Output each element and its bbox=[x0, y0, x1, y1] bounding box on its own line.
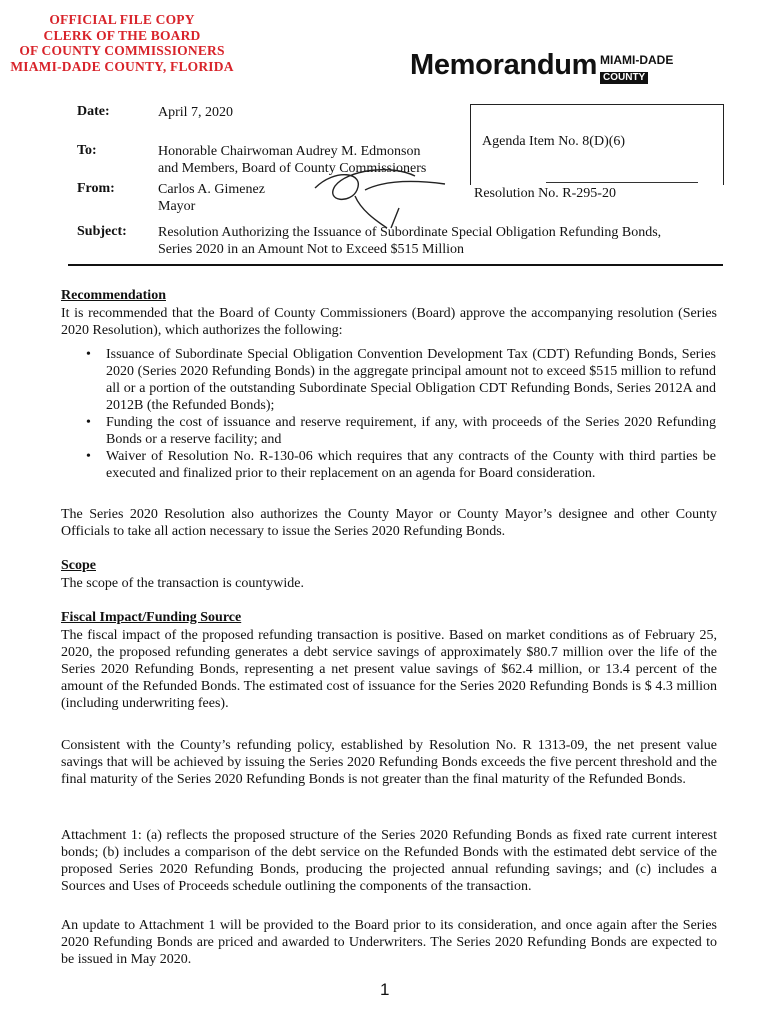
header-rule bbox=[68, 264, 723, 266]
date-label: Date: bbox=[77, 104, 110, 119]
logo-top-text: MIAMI-DADE bbox=[600, 53, 674, 67]
fiscal-paragraph-1: The fiscal impact of the proposed refunding transaction is positive. Based on market conditions as of February 25, 2020, the proposed refunding generates a debt service savings of approximately $80.7 million over the life of the Series 2020 Refunding Bonds, representing a net present value savings of $62.4 million, or 13.4 percent of the amount of the Refunded Bonds. The estimated cost of issuance for the Series 2020 Refunding Bonds is $ 4.3 million (including underwriting fees). bbox=[61, 628, 717, 711]
fiscal-paragraph-4: An update to Attachment 1 will be provided to the Board prior to its consideration, and once again after the Series 2020 Refunding Bonds are priced and awarded to Underwriters. The Series 2020 Refunding Bonds are expected to be issued in May 2020. bbox=[61, 918, 717, 967]
recommendation-heading: Recommendation bbox=[61, 288, 166, 303]
fiscal-paragraph-3: Attachment 1: (a) reflects the proposed structure of the Series 2020 Refunding Bonds as fixed rate current interest bonds; (b) includes a comparison of the debt service on the Refunded Bonds with the estimated debt service of the proposed Series 2020 Refunding Bonds, producing the projected annual refunding savings; and (c) includes a Sources and Uses of Proceeds schedule outlining the components of the transaction. bbox=[61, 828, 717, 894]
memorandum-title: Memorandum bbox=[410, 49, 598, 81]
logo-bottom-text: COUNTY bbox=[600, 72, 648, 84]
subject-line-1: Resolution Authorizing the Issuance of Subordinate Special Obligation Refunding Bonds, bbox=[158, 225, 662, 240]
fiscal-paragraph-2: Consistent with the County’s refunding policy, established by Resolution No. R 1313-09, the net present value savings that will be achieved by issuing the Series 2020 Refunding Bonds exceeds the five percent threshold and the final maturity of the Series 2020 Refunding Bonds is not greater than the final maturity of the Refunded Bonds. bbox=[61, 738, 717, 787]
recommendation-intro: It is recommended that the Board of County Commissioners (Board) approve the accompanying resolution (Series 2020 Resolution), which authorizes the following: bbox=[61, 306, 717, 338]
subject-label: Subject: bbox=[77, 224, 127, 239]
stamp-line: MIAMI-DADE COUNTY, FLORIDA bbox=[10, 58, 234, 74]
stamp-line: OFFICIAL FILE COPY bbox=[49, 12, 195, 27]
resolution-number: Resolution No. R-295-20 bbox=[474, 186, 616, 201]
agenda-item-number: Agenda Item No. 8(D)(6) bbox=[482, 134, 626, 149]
stamp-line: OF COUNTY COMMISSIONERS bbox=[19, 43, 225, 58]
mayor-signature bbox=[295, 150, 455, 240]
date-value: April 7, 2020 bbox=[158, 105, 234, 120]
to-label: To: bbox=[77, 143, 97, 158]
to-line-2: and Members, Board of County Commissioners bbox=[158, 161, 427, 176]
to-line-1: Honorable Chairwoman Audrey M. Edmonson bbox=[158, 144, 421, 159]
from-label: From: bbox=[77, 181, 115, 196]
stamp-line: CLERK OF THE BOARD bbox=[43, 27, 201, 43]
list-item: • Issuance of Subordinate Special Obligation Convention Development Tax (CDT) Refunding Bonds, Series 2020 (Series 2020 Refunding Bonds) in the aggregate principal amount not to exceed $515 million to refund all or a portion of the outstanding Subordinate Special Obligation CDT Refunding Bonds, Series 2012A and 2012B (the Refunded Bonds); bbox=[86, 346, 716, 414]
subject-line-2: Series 2020 in an Amount Not to Exceed $515 Million bbox=[158, 242, 465, 257]
from-value bbox=[158, 181, 265, 215]
from-line-2: Mayor bbox=[158, 199, 196, 214]
scope-heading: Scope bbox=[61, 558, 96, 573]
miami-dade-logo bbox=[600, 54, 692, 84]
recommendation-list bbox=[86, 346, 716, 482]
box-divider bbox=[546, 182, 698, 183]
recommendation-closing: The Series 2020 Resolution also authorizes the County Mayor or County Mayor’s designee and other County Officials to take all action necessary to issue the Series 2020 Refunding Bonds. bbox=[61, 507, 717, 539]
from-line-1: Carlos A. Gimenez bbox=[158, 182, 265, 197]
page-number: 1 bbox=[380, 980, 390, 999]
official-file-copy-stamp bbox=[6, 12, 238, 74]
fiscal-impact-heading: Fiscal Impact/Funding Source bbox=[61, 610, 242, 625]
scope-text: The scope of the transaction is countywide. bbox=[61, 576, 304, 591]
list-item: • Funding the cost of issuance and reserve requirement, if any, with proceeds of the Series 2020 Refunding Bonds or a reserve facility; and bbox=[86, 414, 716, 448]
list-item: • Waiver of Resolution No. R-130-06 which requires that any contracts of the County with third parties be executed and finalized prior to their replacement on an agenda for Board consideration. bbox=[86, 448, 716, 482]
